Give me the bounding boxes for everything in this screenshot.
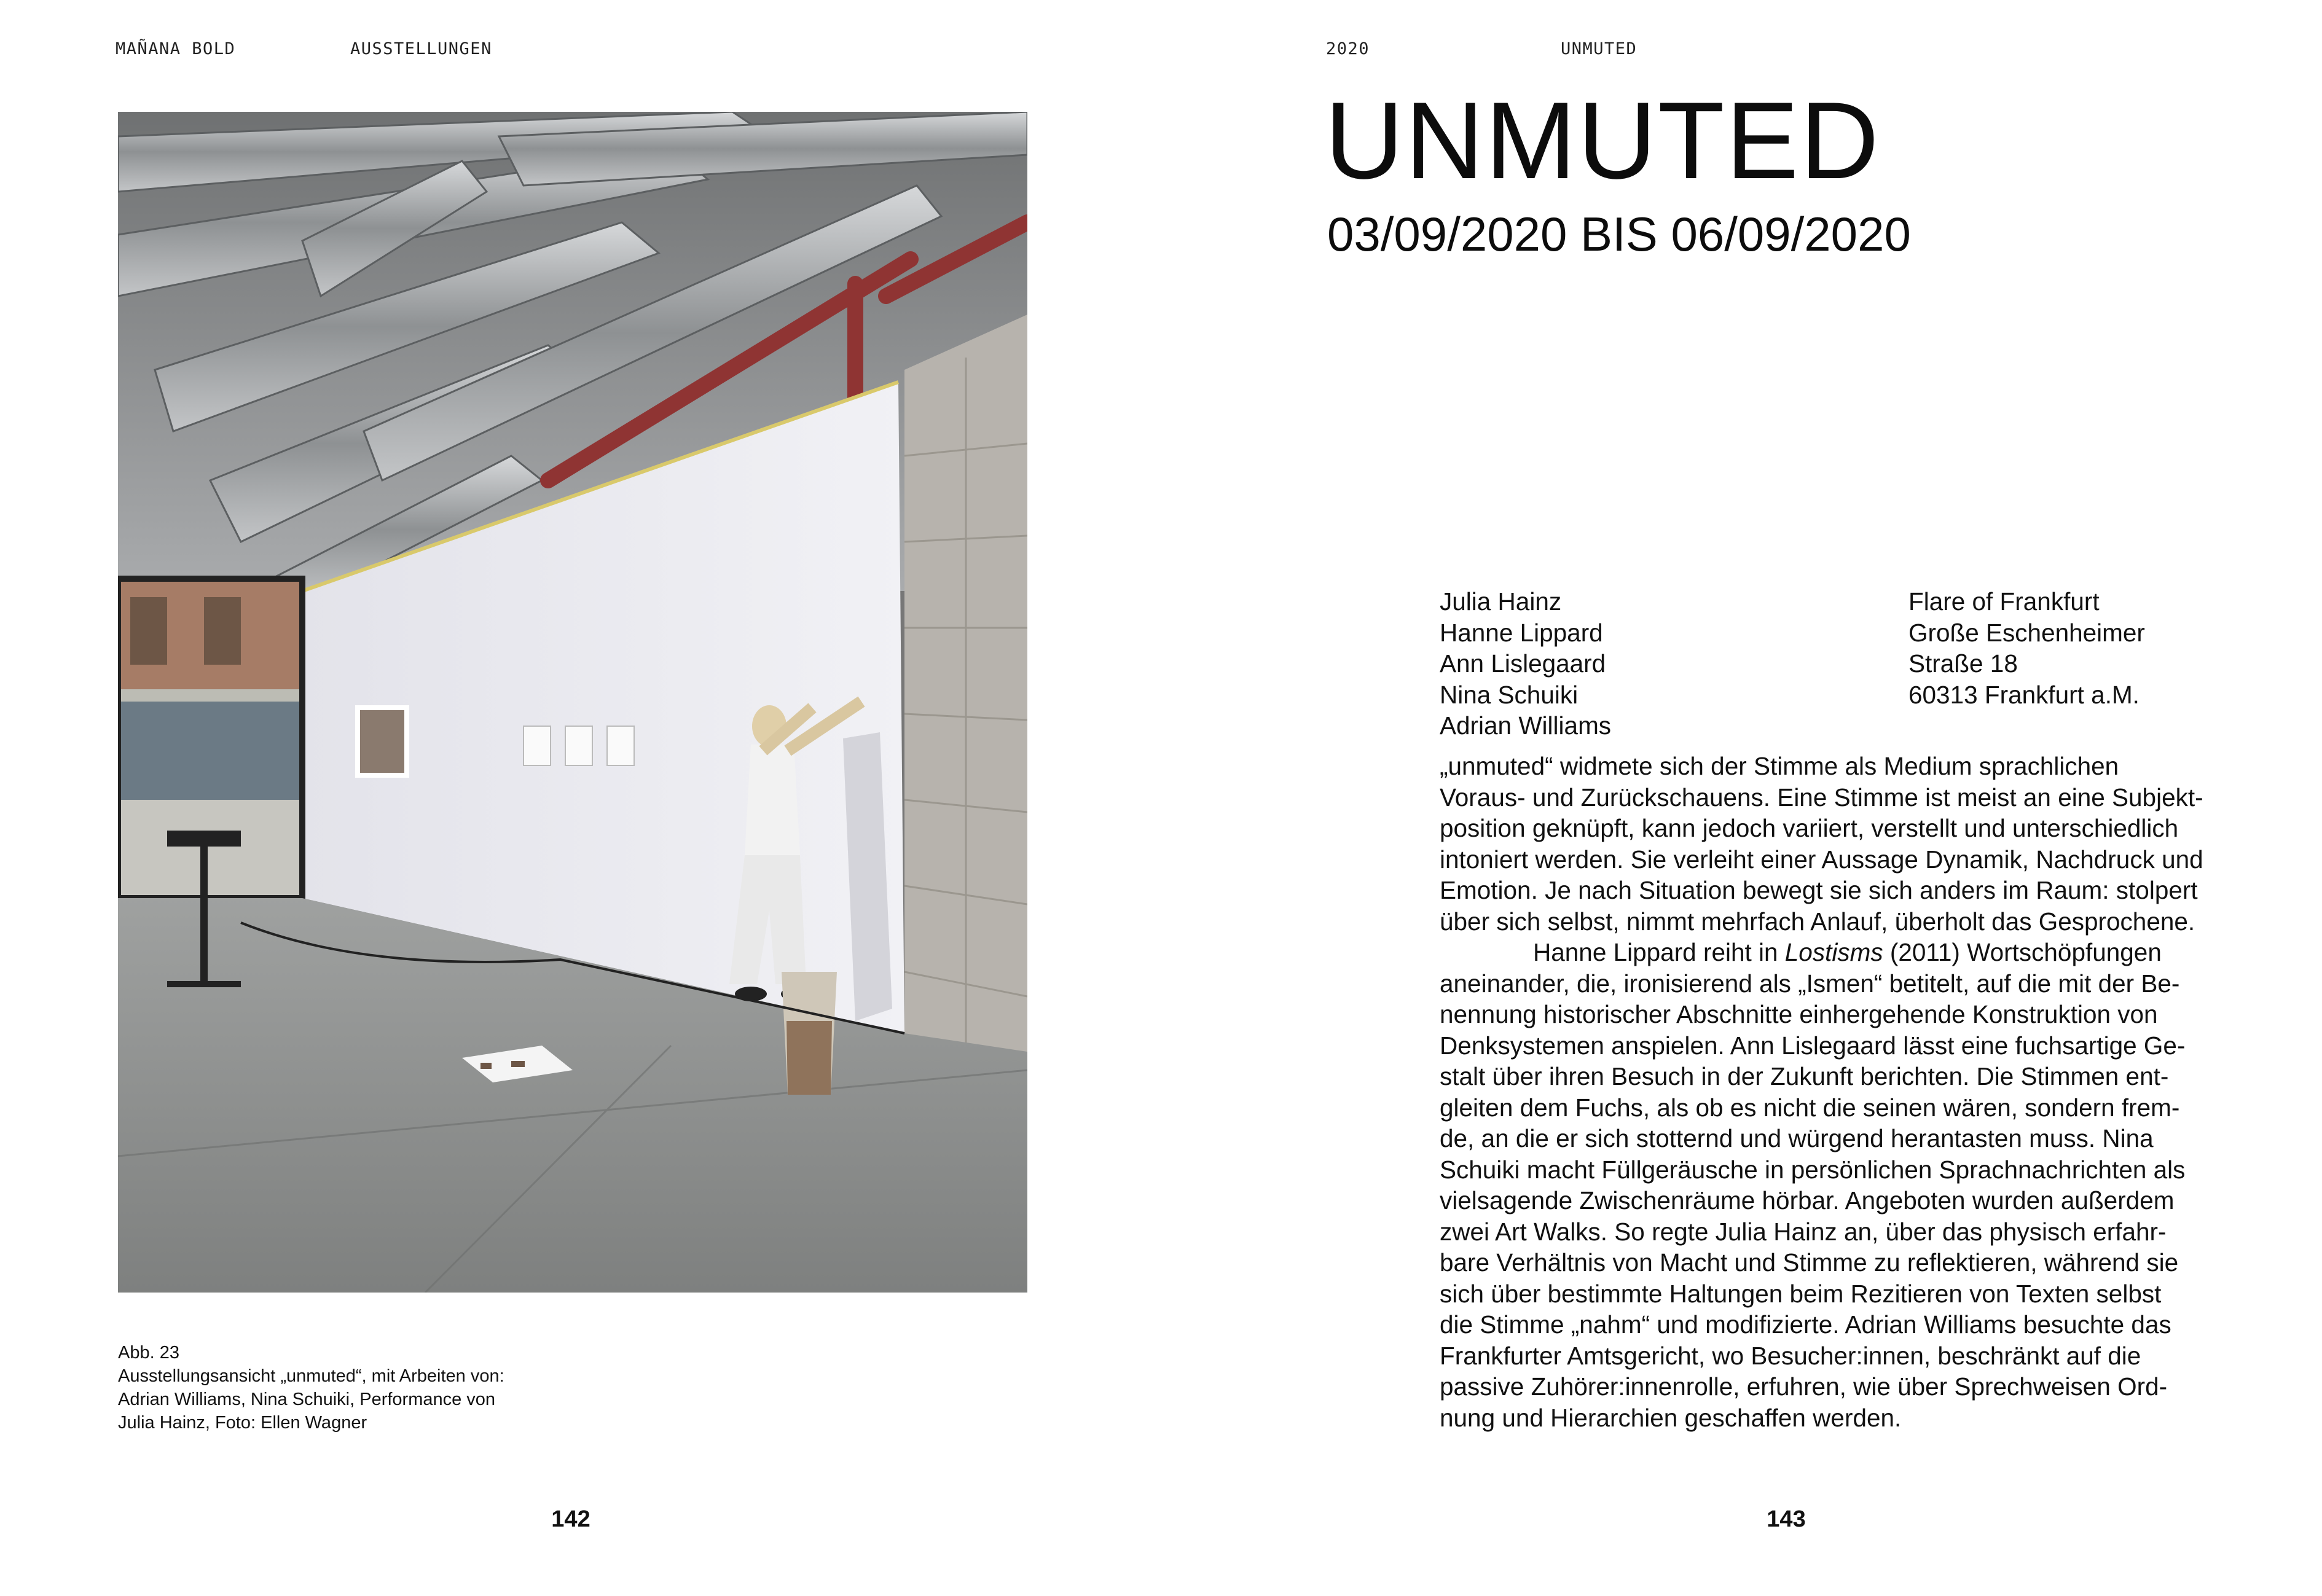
body-line: de, an die er sich stotternd und würgend herantasten muss. Nina [1440,1124,2154,1152]
artist-name: Julia Hainz [1440,587,1562,616]
page-number: 142 [551,1506,590,1532]
work-title: Lostisms [1784,938,1883,966]
photo-caption [118,1341,585,1434]
body-line: vielsagende Zwischenräume hörbar. Angeboten wurden außerdem [1440,1186,2175,1215]
exhibition-title: UNMUTED [1325,79,1880,201]
running-head-year: 2020 [1326,39,1370,58]
body-line: gleiten dem Fuchs, als ob es nicht die seinen wären, sondern frem- [1440,1093,2180,1122]
body-line: nennung historischer Abschnitte einhergehende Konstruktion von [1440,1000,2158,1028]
running-head-publication: MAÑANA BOLD [116,39,236,58]
venue-line: 60313 Frankfurt a.M. [1908,680,2140,709]
body-line: über sich selbst, nimmt mehrfach Anlauf, überholt das Gesprochene. [1440,907,2195,936]
artist-name: Hanne Lippard [1440,618,1603,647]
right-page [1161,0,2322,1596]
artist-name: Nina Schuiki [1440,680,1579,709]
artist-list [1440,586,1611,741]
body-line-indented [1440,937,2238,968]
exhibition-photo-drawing [118,112,1027,1293]
body-line: Schuiki macht Füllgeräusche in persönlichen Sprachnachrichten als [1440,1155,2186,1184]
caption-line: Adrian Williams, Nina Schuiki, Performance von [118,1390,496,1409]
venue-line: Straße 18 [1908,649,2018,678]
body-line: bare Verhältnis von Macht und Stimme zu reflektieren, während sie [1440,1248,2179,1277]
body-text-run: (2011) Wortschöpfungen [1883,938,2162,966]
body-text [1440,751,2238,1433]
body-line: Voraus- und Zurückschauens. Eine Stimme ist meist an eine Subjekt- [1440,783,2203,812]
venue-address [1908,586,2145,710]
body-line: stalt über ihren Besuch in der Zukunft berichten. Die Stimmen ent- [1440,1062,2169,1090]
body-line: „unmuted“ widmete sich der Stimme als Medium sprachlichen [1440,752,2119,780]
body-line: Denksystemen anspielen. Ann Lislegaard lässt eine fuchsartige Ge- [1440,1031,2186,1060]
caption-line: Julia Hainz, Foto: Ellen Wagner [118,1413,367,1433]
body-line: Emotion. Je nach Situation bewegt sie sich anders im Raum: stolpert [1440,876,2198,904]
caption-line: Abb. 23 [118,1343,179,1363]
body-line: sich über bestimmte Haltungen beim Rezitieren von Texten selbst [1440,1279,2162,1308]
body-line: passive Zuhörer:innenrolle, erfuhren, wie über Sprechweisen Ord- [1440,1372,2168,1401]
body-text-run: Hanne Lippard reiht in [1533,938,1785,966]
page-number: 143 [1767,1506,1806,1532]
venue-line: Große Eschenheimer [1908,618,2145,647]
artist-name: Ann Lislegaard [1440,649,1606,678]
body-line: zwei Art Walks. So regte Julia Hainz an, über das physisch erfahr- [1440,1217,2167,1246]
exhibition-dates: 03/09/2020 BIS 06/09/2020 [1327,207,1911,261]
body-line: aneinander, die, ironisierend als „Ismen“ betitelt, auf die mit der Be- [1440,969,2180,998]
body-line: nung und Hierarchien geschaffen werden. [1440,1403,1902,1432]
body-line: position geknüpft, kann jedoch variiert, verstellt und unterschiedlich [1440,814,2179,842]
running-head-title: UNMUTED [1561,39,1638,58]
body-line: Frankfurter Amtsgericht, wo Besucher:innen, beschränkt auf die [1440,1341,2141,1370]
exhibition-photo [118,112,1027,1293]
caption-line: Ausstellungsansicht „unmuted“, mit Arbeiten von: [118,1366,504,1386]
body-line: die Stimme „nahm“ und modifizierte. Adrian Williams besuchte das [1440,1310,2171,1339]
body-line: intoniert werden. Sie verleiht einer Aussage Dynamik, Nachdruck und [1440,845,2203,874]
running-head-section: AUSSTELLUNGEN [350,39,492,58]
venue-line: Flare of Frankfurt [1908,587,2100,616]
artist-name: Adrian Williams [1440,711,1612,740]
